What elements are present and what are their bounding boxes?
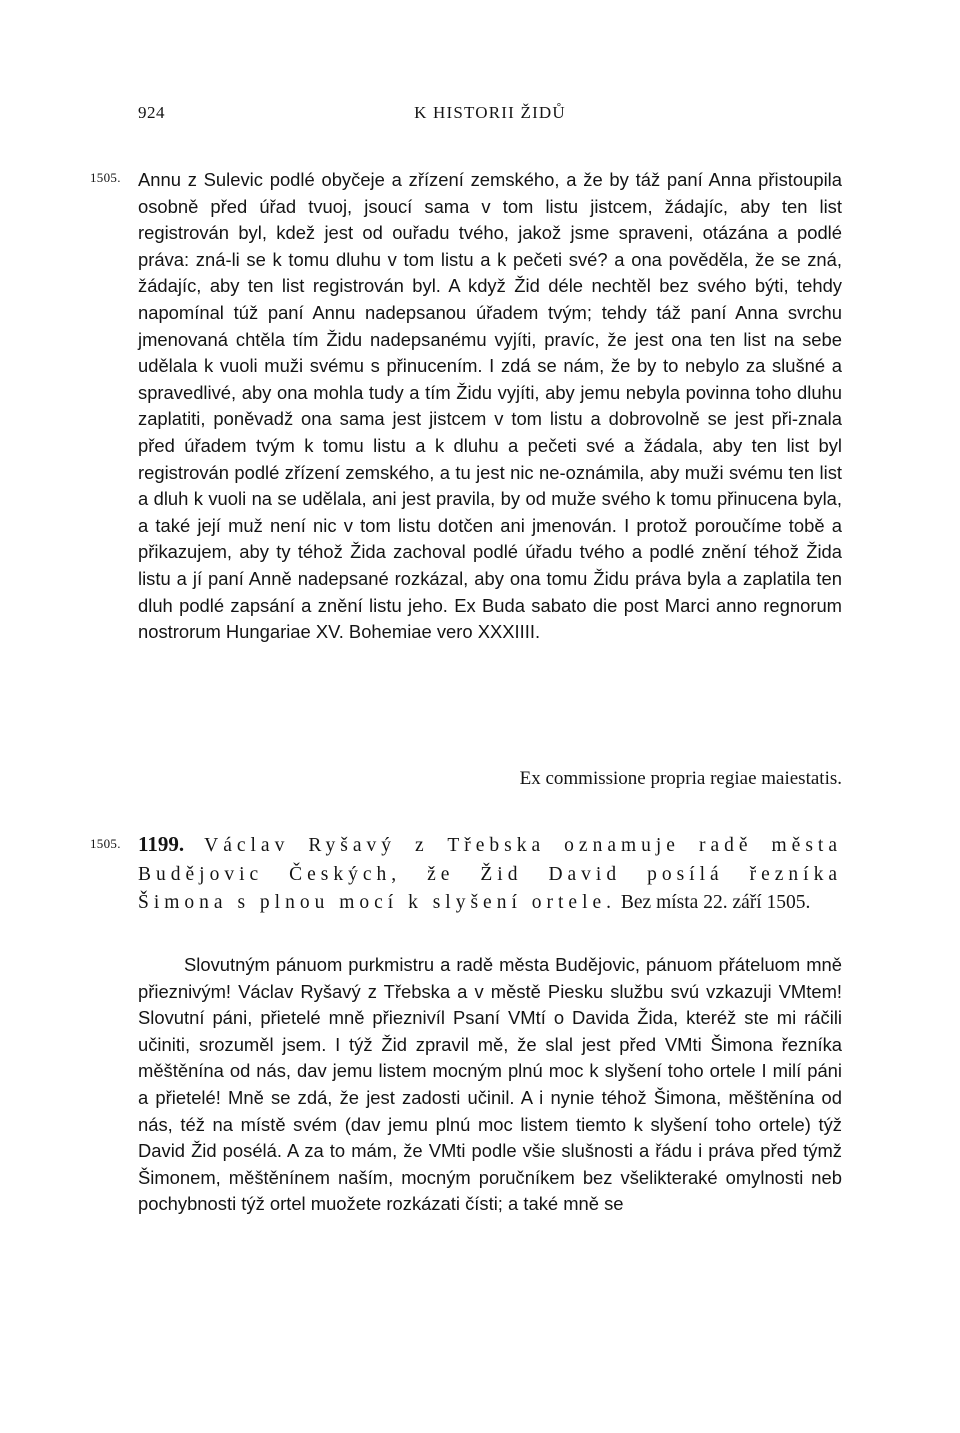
signature-line: Ex commissione propria regiae maiestatis.: [519, 768, 842, 789]
page-header: [138, 103, 842, 127]
continuation-paragraph: Annu z Sulevic podlé obyčeje a zřízení zemského, a že by táž paní Anna přistoupila osobně před úřad tvuoj, jsoucí sama v tom listu jistcem, žádajíc, aby ten list registrován byl, kdež jest od ouřadu tvého, jakož jsme spraveni, otázána a podlé práva: zná-li se k tomu dluhu v tom listu a k pečeti své? a ona pověděla, že se zná, žádajíc, aby ten list registrován byl. A když Žid déle nechtěl bez svého býti, tehdy napomínal túž paní Annu nadepsanou úřadem tvým; tehdy táž paní Anna svrchu jmenovaná chtěla tím Židu nadepsanému vyjíti, pravíc, že jest ona ten list na sebe udělala k vuoli muži svému s přinucením. I zdá se nám, že by to nebylo za slušné a spravedlivé, aby ona mohla tudy a tím Židu vyjíti, aby jemu nebyla povinna toho dluhu zaplatiti, poněvadž ona sama jest jistcem v tom listu a dobrovolně se jest při-znala před úřadem tvým k tomu listu a k dluhu a pečeti své a žádala, aby ten list byl registrován podlé zřízení zemského, a tu jest nic ne-oznámila, aby muži svému ten list a dluh k vuoli na se udělala, ani jest pravila, by od muže svého k tomu přinucena byla, a také její muž není nic v tom listu dotčen ani jmenován. I protož poroučíme tobě a přikazujem, aby ty téhož Žida zachoval podlé úřadu tvého a podlé znění téhož Žida listu a jí paní Anně nadepsané rozkázal, aby ona tomu Židu práva byla a zaplatila ten dluh podlé zapsání a znění listu jeho. Ex Buda sabato die post Marci anno regnorum nostrorum Hungariae XV. Bohemiae vero XXXIIII.: [138, 169, 842, 643]
entry-heading: [138, 830, 842, 918]
margin-year-entry: 1505.: [90, 836, 121, 851]
entry-summary: Václav Ryšavý z Třebska oznamuje radě města Budějovic Českých, že Žid David posílá řezníka Šimona s plnou mocí k slyšení ortele.: [138, 835, 843, 913]
running-title: K HISTORII ŽIDŮ: [414, 103, 566, 122]
entry-place-date: Bez místa 22. září 1505.: [620, 892, 811, 913]
margin-year-top: 1505.: [90, 170, 121, 185]
page-number: 924: [138, 103, 165, 122]
letter-paragraph: Slovutným pánuom purkmistru a radě města Budějovic, pánuom přáteluom mně přieznivým! Václav Ryšavý z Třebska a v městě Piesku službu svú vzkazuji VMtem! Slovutní páni, přietelé mně přieznivíl Psaní VMtí o Davida Žida, kteréž ste mi ráčili učiniti, srozuměl jsem. I týž Žid zpravil mě, že slal jest před VMti Šimona řezníka měštěnína od nás, dav jemu listem mocným plnú moc k slyšení toho ortele I milí páni a přietelé! Mně se zdá, že jest zadosti učinil. A i nynie téhož Šimona, měštěnína od nás, též na místě svém (dav jemu plnú moc listem tiemto k slyšení toho ortele) týž David Žid posélá. A za to mám, že VMti podle všie slušnosti a řádu i práva před týmž Šimonem, měštěnínem naším, mocným poručníkem bez všelikterаké omylnosti neb pochybnosti týž ortel muožete rozkázati čísti; a také mně se: [138, 954, 842, 1215]
entry-number: 1199.: [138, 832, 185, 856]
